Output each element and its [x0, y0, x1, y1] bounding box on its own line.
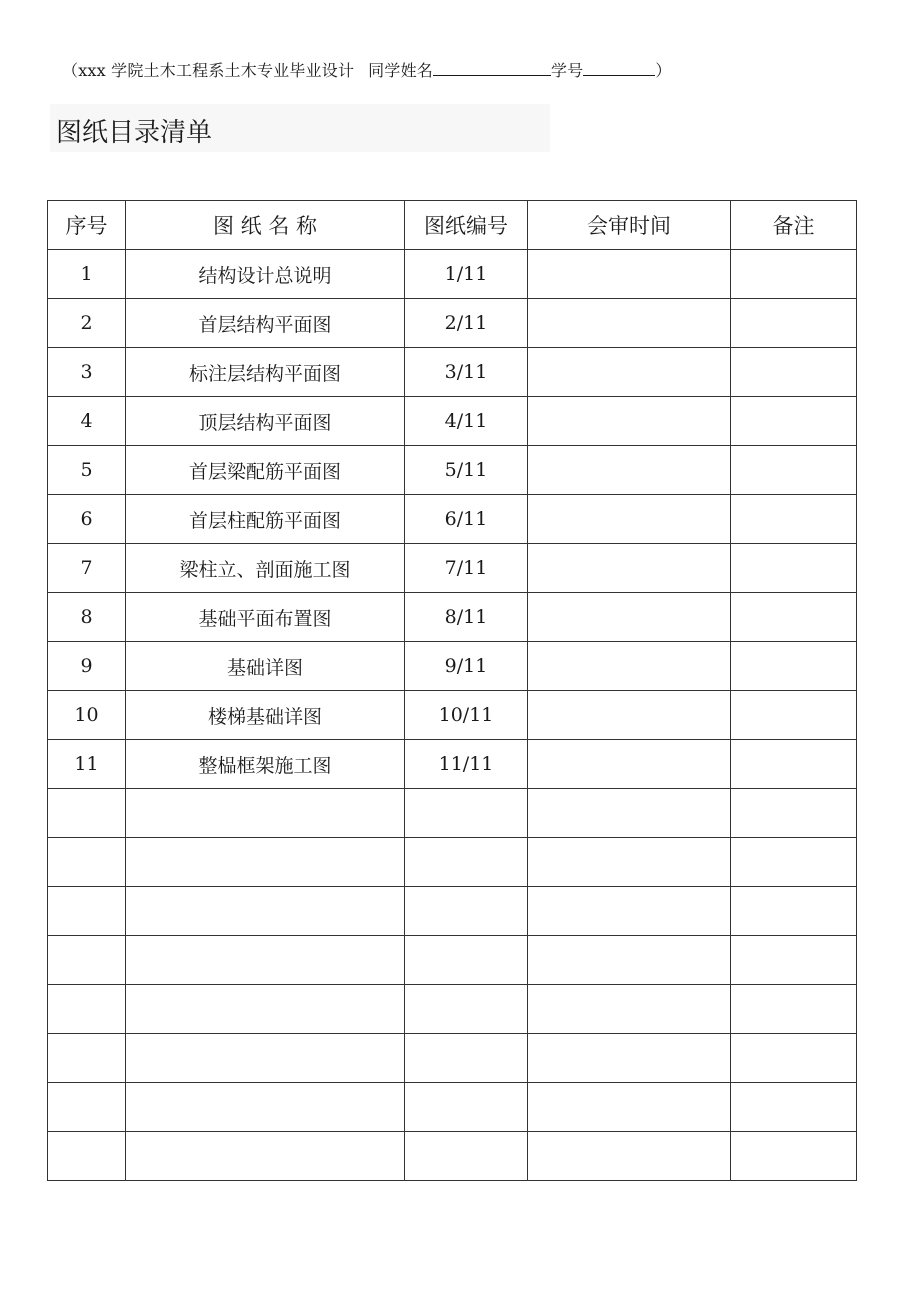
cell-remarks	[731, 642, 857, 691]
cell-remarks	[731, 838, 857, 887]
cell-drawing-number	[405, 1083, 528, 1132]
cell-remarks	[731, 593, 857, 642]
cell-remarks	[731, 397, 857, 446]
cell-drawing-number: 3/11	[405, 348, 528, 397]
cell-remarks	[731, 691, 857, 740]
cell-drawing-number: 11/11	[405, 740, 528, 789]
cell-remarks	[731, 985, 857, 1034]
cell-review-time	[528, 446, 731, 495]
table-row	[48, 838, 857, 887]
student-id-field[interactable]	[583, 61, 655, 76]
cell-seq: 7	[48, 544, 126, 593]
cell-drawing-number: 9/11	[405, 642, 528, 691]
table-row	[48, 397, 857, 446]
cell-review-time	[528, 1034, 731, 1083]
cell-drawing-name: 首层柱配筋平面图	[126, 495, 405, 544]
table-row	[48, 642, 857, 691]
column-header-seq: 序号	[48, 201, 126, 250]
student-name-label: 同学姓名	[368, 61, 433, 80]
cell-drawing-number	[405, 887, 528, 936]
cell-remarks	[731, 299, 857, 348]
column-header-review-time: 会审时间	[528, 201, 731, 250]
table-row	[48, 936, 857, 985]
cell-drawing-name: 梁柱立、剖面施工图	[126, 544, 405, 593]
cell-drawing-number: 5/11	[405, 446, 528, 495]
table-row	[48, 348, 857, 397]
cell-review-time	[528, 299, 731, 348]
table-row	[48, 544, 857, 593]
cell-seq: 10	[48, 691, 126, 740]
cell-remarks	[731, 495, 857, 544]
cell-seq	[48, 1083, 126, 1132]
cell-seq: 6	[48, 495, 126, 544]
table-row	[48, 299, 857, 348]
column-header-remarks: 备注	[731, 201, 857, 250]
cell-seq: 2	[48, 299, 126, 348]
cell-remarks	[731, 789, 857, 838]
table-row	[48, 789, 857, 838]
cell-remarks	[731, 250, 857, 299]
cell-seq: 11	[48, 740, 126, 789]
cell-drawing-number: 10/11	[405, 691, 528, 740]
table-row	[48, 985, 857, 1034]
title-band	[50, 104, 550, 152]
cell-remarks	[731, 544, 857, 593]
cell-drawing-number: 1/11	[405, 250, 528, 299]
cell-drawing-number: 2/11	[405, 299, 528, 348]
table-row	[48, 250, 857, 299]
cell-review-time	[528, 936, 731, 985]
cell-seq	[48, 887, 126, 936]
cell-remarks	[731, 887, 857, 936]
cell-drawing-name	[126, 789, 405, 838]
cell-drawing-name	[126, 1132, 405, 1181]
table-row	[48, 495, 857, 544]
student-id-label: 学号	[550, 61, 584, 80]
cell-drawing-number: 4/11	[405, 397, 528, 446]
cell-seq	[48, 1132, 126, 1181]
cell-seq: 1	[48, 250, 126, 299]
header-suffix: ）	[655, 61, 672, 80]
table-row	[48, 1132, 857, 1181]
cell-remarks	[731, 740, 857, 789]
table-row	[48, 691, 857, 740]
cell-remarks	[731, 446, 857, 495]
cell-seq: 4	[48, 397, 126, 446]
cell-seq	[48, 985, 126, 1034]
header-prefix: （xxx 学院土木工程系土木专业毕业设计	[62, 61, 355, 80]
cell-review-time	[528, 691, 731, 740]
table-row	[48, 593, 857, 642]
cell-drawing-name	[126, 985, 405, 1034]
cell-drawing-name	[126, 1083, 405, 1132]
cell-drawing-number: 8/11	[405, 593, 528, 642]
cell-drawing-number	[405, 936, 528, 985]
cell-review-time	[528, 348, 731, 397]
table-row	[48, 446, 857, 495]
table-row	[48, 1083, 857, 1132]
cell-drawing-name: 结构设计总说明	[126, 250, 405, 299]
table-header-row	[48, 201, 857, 250]
student-name-field[interactable]	[433, 61, 551, 76]
drawing-list-table	[47, 200, 857, 1181]
cell-seq: 5	[48, 446, 126, 495]
document-header	[62, 58, 672, 81]
table-row	[48, 740, 857, 789]
cell-remarks	[731, 936, 857, 985]
cell-drawing-number: 6/11	[405, 495, 528, 544]
cell-review-time	[528, 593, 731, 642]
cell-drawing-number	[405, 1132, 528, 1181]
cell-review-time	[528, 887, 731, 936]
cell-drawing-name: 首层梁配筋平面图	[126, 446, 405, 495]
cell-drawing-number: 7/11	[405, 544, 528, 593]
cell-drawing-name: 基础平面布置图	[126, 593, 405, 642]
cell-review-time	[528, 740, 731, 789]
cell-seq: 3	[48, 348, 126, 397]
cell-seq	[48, 1034, 126, 1083]
table-row	[48, 1034, 857, 1083]
cell-review-time	[528, 642, 731, 691]
cell-drawing-name	[126, 887, 405, 936]
cell-seq: 9	[48, 642, 126, 691]
cell-drawing-name: 整榀框架施工图	[126, 740, 405, 789]
cell-drawing-name: 顶层结构平面图	[126, 397, 405, 446]
cell-drawing-number	[405, 789, 528, 838]
cell-review-time	[528, 544, 731, 593]
cell-seq	[48, 936, 126, 985]
cell-review-time	[528, 1132, 731, 1181]
cell-drawing-name	[126, 838, 405, 887]
table-row	[48, 887, 857, 936]
cell-review-time	[528, 397, 731, 446]
cell-drawing-name: 首层结构平面图	[126, 299, 405, 348]
cell-seq	[48, 838, 126, 887]
cell-review-time	[528, 985, 731, 1034]
cell-drawing-name: 基础详图	[126, 642, 405, 691]
cell-review-time	[528, 838, 731, 887]
cell-drawing-name: 标注层结构平面图	[126, 348, 405, 397]
table-body	[48, 250, 857, 1181]
column-header-drawing-name: 图 纸 名 称	[126, 201, 405, 250]
cell-review-time	[528, 495, 731, 544]
cell-drawing-number	[405, 985, 528, 1034]
column-header-drawing-number: 图纸编号	[405, 201, 528, 250]
cell-review-time	[528, 250, 731, 299]
cell-review-time	[528, 1083, 731, 1132]
cell-drawing-number	[405, 838, 528, 887]
cell-remarks	[731, 1034, 857, 1083]
cell-seq: 8	[48, 593, 126, 642]
cell-drawing-name: 楼梯基础详图	[126, 691, 405, 740]
cell-drawing-name	[126, 1034, 405, 1083]
cell-remarks	[731, 348, 857, 397]
page-title: 图纸目录清单	[56, 118, 213, 148]
cell-seq	[48, 789, 126, 838]
cell-remarks	[731, 1132, 857, 1181]
cell-drawing-number	[405, 1034, 528, 1083]
cell-remarks	[731, 1083, 857, 1132]
cell-review-time	[528, 789, 731, 838]
cell-drawing-name	[126, 936, 405, 985]
